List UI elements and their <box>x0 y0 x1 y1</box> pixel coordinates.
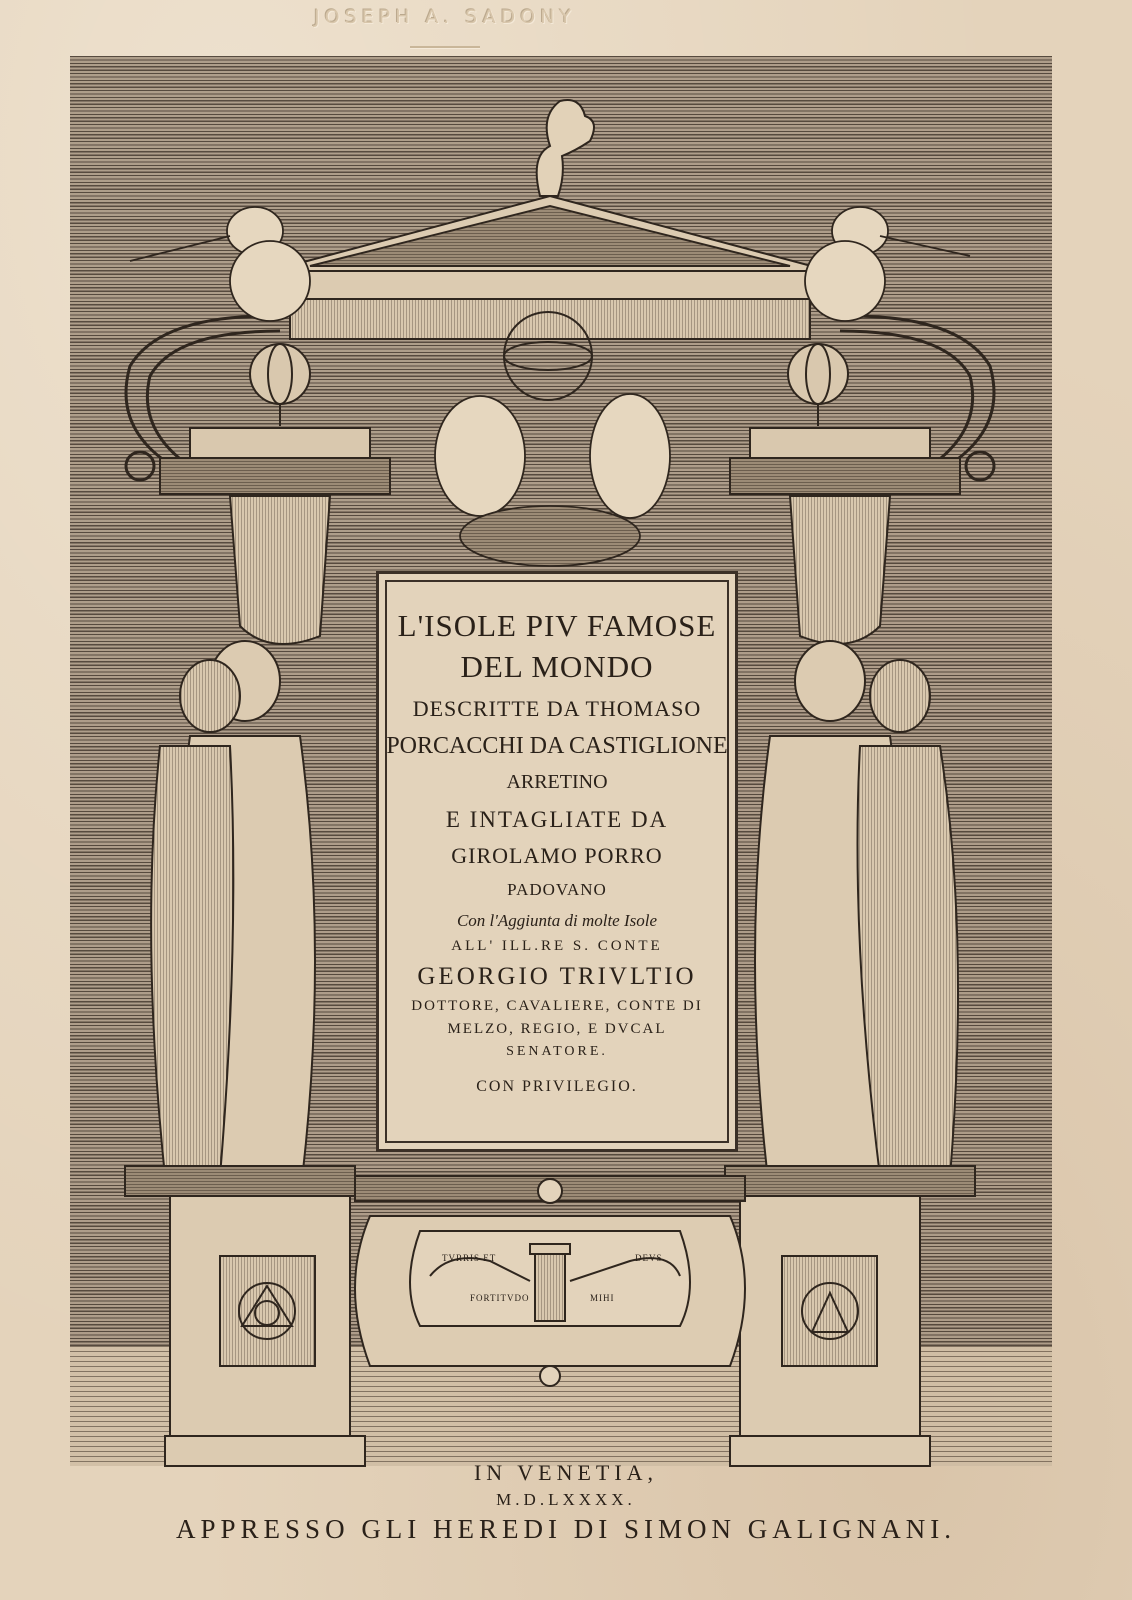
svg-text:FORTITVDO: FORTITVDO <box>470 1293 530 1303</box>
banner-left-text: TVRRIS ET <box>442 1253 497 1263</box>
engraver-line-3: PADOVANO <box>507 880 607 899</box>
pediment <box>270 100 830 339</box>
ownership-stamp: JOSEPH A. SADONY <box>314 6 576 28</box>
cartouche-emblem <box>355 1176 745 1386</box>
cornices <box>160 428 960 494</box>
dedication-line-5: SENATORE. <box>506 1044 608 1059</box>
imprint-printer: APPRESSO GLI HEREDI DI SIMON GALIGNANI. <box>176 1514 956 1544</box>
author-line-3: ARRETINO <box>506 771 608 793</box>
engraved-plate <box>70 56 1052 1556</box>
dedicatee-name: GEORGIO TRIVLTIO <box>417 963 697 990</box>
engraver-line-1: E INTAGLIATE DA <box>445 807 669 832</box>
addition-line: Con l'Aggiunta di molte Isole <box>456 911 658 930</box>
author-line-2: PORCACCHI DA CASTIGLIONE <box>386 733 728 759</box>
title-line-2: DEL MONDO <box>460 649 654 684</box>
dedication-line-4: MELZO, REGIO, E DVCAL <box>447 1021 667 1037</box>
svg-text:DEVS: DEVS <box>635 1253 663 1263</box>
svg-text:MIHI: MIHI <box>590 1293 615 1303</box>
title-block <box>379 604 735 1095</box>
stamp-rule <box>410 46 480 48</box>
dedication-line-1: ALL' ILL.RE S. CONTE <box>451 938 663 954</box>
imprint-place: IN VENETIA, <box>473 1460 659 1485</box>
imprint-year: M.D.LXXXX. <box>496 1490 636 1509</box>
engraver-line-2: GIROLAMO PORRO <box>451 843 663 868</box>
privilege-line: CON PRIVILEGIO. <box>476 1078 638 1095</box>
title-tablet <box>376 571 738 1152</box>
dedication-line-3: DOTTORE, CAVALIERE, CONTE DI <box>411 998 703 1014</box>
title-line-1: L'ISOLE PIV FAMOSE <box>397 608 717 643</box>
author-line-1: DESCRITTE DA THOMASO <box>412 696 702 721</box>
